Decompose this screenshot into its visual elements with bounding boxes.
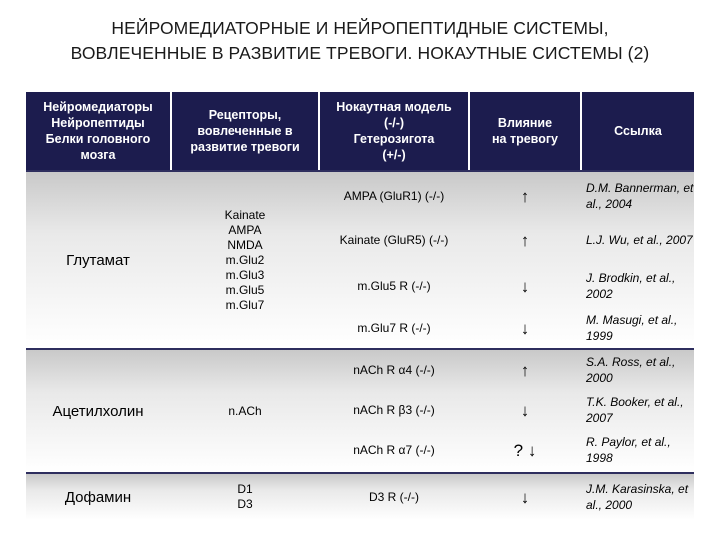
table-row-effect: ↓: [520, 318, 530, 338]
table-row-effect: ↑: [520, 360, 530, 380]
table-row-reference: R. Paylor, et al., 1998: [586, 435, 671, 465]
table-row-reference: D.M. Bannerman, et al., 2004: [586, 181, 694, 211]
table-row-reference: J. Brodkin, et al., 2002: [586, 271, 676, 301]
table-row-model: nACh R β3 (-/-): [353, 402, 435, 417]
table-row-reference: L.J. Wu, et al., 2007: [586, 233, 693, 247]
table-row-effect: ↑: [520, 230, 530, 250]
table-row-model: AMPA (GluR1) (-/-): [343, 188, 445, 203]
receptors-dopamine: D1 D3: [237, 482, 253, 511]
table-row-model: Kainate (GluR5) (-/-): [339, 232, 449, 247]
header-receptors: Рецепторы, вовлеченные в развитие тревоги: [172, 92, 318, 170]
page-title: [0, 16, 720, 66]
header-mediators: Нейромедиаторы Нейропептиды Белки головного мозга: [26, 92, 170, 170]
table-row-effect: ↑: [520, 186, 530, 206]
title-line-2: ВОВЛЕЧЕННЫЕ В РАЗВИТИЕ ТРЕВОГИ. НОКАУТНЫЕ СИСТЕМЫ (2): [70, 43, 650, 63]
table-row-reference: T.K. Booker, et al., 2007: [586, 395, 684, 425]
table-row-reference: J.M. Karasinska, et al., 2000: [586, 482, 689, 512]
table-row-model: m.Glu5 R (-/-): [357, 278, 431, 293]
table-row-model: nACh R α7 (-/-): [353, 442, 435, 457]
title-line-1: НЕЙРОМЕДИАТОРНЫЕ И НЕЙРОПЕПТИДНЫЕ СИСТЕМЫ,: [111, 18, 609, 38]
header-effect: Влияние на тревогу: [470, 92, 580, 170]
table-row-effect: ↓: [520, 400, 530, 420]
header-reference: Ссылка: [582, 92, 694, 170]
receptors-glutamate: Kainate AMPA NMDA m.Glu2 m.Glu3 m.Glu5 m.Glu7: [224, 207, 266, 312]
table-row-effect: ↓: [520, 276, 530, 296]
table-row-reference: M. Masugi, et al., 1999: [586, 313, 678, 343]
table-row-model: nACh R α4 (-/-): [353, 362, 435, 377]
group-name-dopamine: Дофамин: [64, 488, 132, 506]
group-name-acetylcholine: Ацетилхолин: [52, 402, 144, 420]
table-row-effect: ↓: [520, 487, 530, 507]
group-name-glutamate: Глутамат: [66, 251, 130, 269]
table-row-reference: S.A. Ross, et al., 2000: [586, 355, 676, 385]
table-row-effect: ? ↓: [513, 440, 537, 460]
receptors-acetylcholine: n.ACh: [228, 403, 262, 418]
table-row-model: m.Glu7 R (-/-): [357, 320, 431, 335]
header-knockout-model: Нокаутная модель (-/-) Гетерозигота (+/-): [320, 92, 468, 170]
anxiety-knockout-table: [26, 92, 694, 520]
table-row-model: D3 R (-/-): [369, 489, 419, 504]
